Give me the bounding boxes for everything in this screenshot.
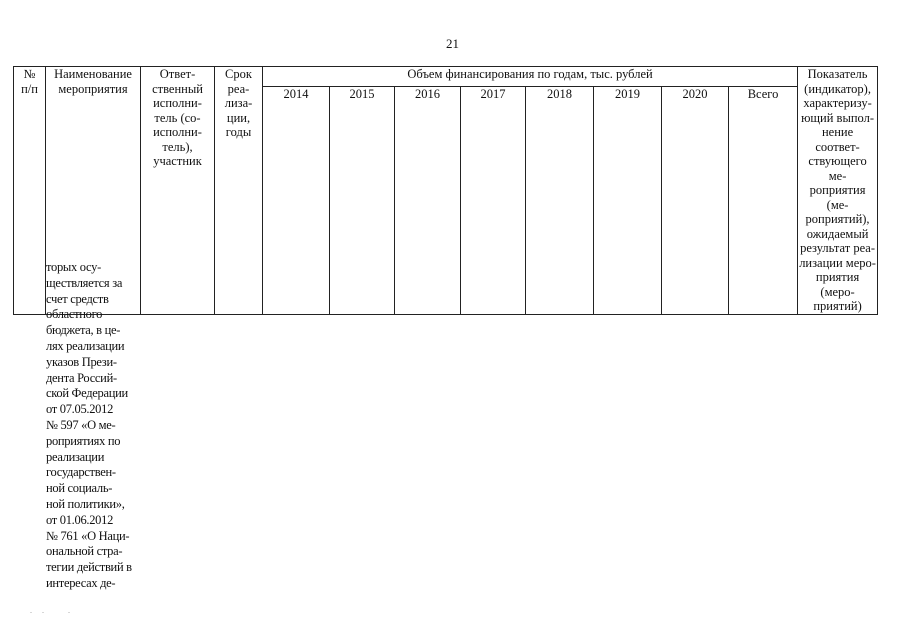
header-year-2014: 2014 xyxy=(263,87,330,314)
header-year-2015: 2015 xyxy=(330,87,395,314)
text-line: роприятий), xyxy=(805,212,870,226)
text-line: от 07.05.2012 xyxy=(46,402,114,417)
text-line: реализации xyxy=(46,449,105,464)
text-line: Наименование xyxy=(54,67,132,81)
text-line: государствен- xyxy=(46,465,116,480)
scan-specks: . . . xyxy=(30,606,70,615)
text-line: указов Прези- xyxy=(46,354,117,369)
header-year-2019: 2019 xyxy=(594,87,662,314)
text-line: тель), xyxy=(162,139,193,154)
text-line: лизации меро- xyxy=(799,255,876,270)
header-responsible xyxy=(141,67,215,315)
text-line: ной политики», xyxy=(46,496,125,511)
header-term xyxy=(215,67,263,315)
header-indicator xyxy=(798,67,878,315)
text-line: областного xyxy=(46,307,103,322)
text-line: интересах де- xyxy=(46,575,116,590)
text-line: характеризу- xyxy=(803,96,872,110)
text-line: Ответ- xyxy=(159,67,196,81)
text-line: ществляется за xyxy=(46,275,123,290)
text-line: бюджета, в це- xyxy=(46,323,121,338)
continuation-text xyxy=(46,260,144,592)
text-line: приятия (меро- xyxy=(815,270,860,299)
text-line: ской Федерации xyxy=(46,386,128,401)
text-line: исполни- xyxy=(153,125,202,139)
header-total: Всего xyxy=(729,87,798,314)
text-line: ственный xyxy=(152,81,203,96)
text-line: Срок xyxy=(225,67,252,81)
text-line: № 597 «О ме- xyxy=(46,417,116,432)
text-line: участник xyxy=(153,154,202,168)
page-number: 21 xyxy=(446,36,459,51)
text-line: лиза- xyxy=(224,96,253,110)
text-line: результат реа- xyxy=(800,241,875,255)
text-line: ональной стра- xyxy=(46,544,123,559)
text-line: лях реализации xyxy=(46,338,125,353)
text-line: (индикатор), xyxy=(804,81,871,96)
header-year-2016: 2016 xyxy=(395,87,461,314)
text-line: п/п xyxy=(21,81,38,96)
text-line: дента Россий- xyxy=(46,370,117,385)
text-line: Показатель xyxy=(807,67,868,81)
text-line: ной социаль- xyxy=(46,481,113,496)
text-line: торых осу- xyxy=(46,260,101,274)
text-line: исполни- xyxy=(153,96,202,110)
text-line: реа- xyxy=(227,81,250,96)
text-line: ожидаемый xyxy=(806,226,869,241)
text-line: роприятиях по xyxy=(46,433,121,448)
header-year-2017: 2017 xyxy=(461,87,526,314)
text-line: тель (со- xyxy=(154,110,201,125)
text-line: тегии действий в xyxy=(46,560,132,575)
text-line: ющий выпол- xyxy=(801,110,875,125)
text-line: приятий) xyxy=(813,299,862,313)
text-line: ции, xyxy=(226,110,251,125)
text-line: счет средств xyxy=(46,291,109,306)
text-line: мероприятия xyxy=(58,81,128,96)
header-funding: Объем финансирования по годам, тыс. рублей xyxy=(263,67,798,87)
text-line: № xyxy=(23,67,36,81)
header-num xyxy=(14,67,46,315)
text-line: годы xyxy=(225,125,252,139)
header-year-2020: 2020 xyxy=(662,87,729,314)
text-line: № 761 «О Наци- xyxy=(46,528,130,543)
text-line: от 01.06.2012 xyxy=(46,512,114,527)
text-line: нение соответ- xyxy=(815,125,860,154)
text-line: ствующего ме- xyxy=(808,154,867,183)
text-line: роприятия (ме- xyxy=(809,183,866,212)
header-year-2018: 2018 xyxy=(526,87,594,314)
